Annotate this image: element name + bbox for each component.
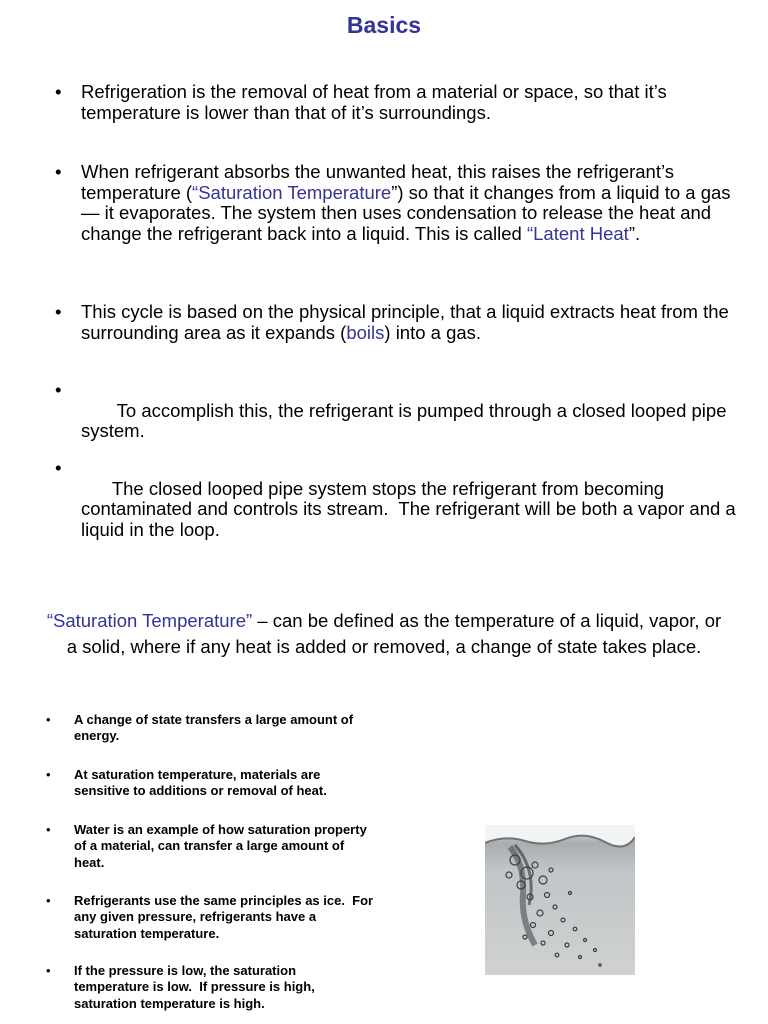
definition-text: – can be defined as the temperature of a liquid, vapor, or a solid, where if any heat is added or removed, a change of state takes place.: [66, 610, 722, 657]
bullet-text: When refrigerant absorbs the unwanted heat, this raises the refrigerant’s temperature (“Saturation Temperature”) so that it changes from a liquid to a gas — it evaporates. The system then uses condensation to release the heat and change the refrigerant back into a liquid. This is called “Latent Heat”.: [81, 161, 731, 244]
bullet-marker: •: [46, 893, 51, 908]
bullet-marker: •: [55, 379, 62, 400]
bullet-marker: •: [55, 457, 62, 478]
bullet-text: Refrigeration is the removal of heat from a material or space, so that it’s temperature is lower than that of it’s surroundings.: [81, 81, 667, 123]
bullet-marker: •: [55, 81, 62, 102]
highlight-term: boils: [346, 321, 385, 343]
definition-block: [40, 608, 728, 660]
bullet-marker: •: [55, 161, 62, 182]
highlight-term: “Latent Heat: [526, 222, 629, 244]
highlight-term: “Saturation Temperature: [192, 181, 392, 203]
bullet-marker: •: [46, 767, 51, 782]
bullet-marker: •: [46, 822, 51, 837]
water-bubbles-illustration: [485, 825, 635, 975]
bullet-text: To accomplish this, the refrigerant is pumped through a closed looped pipe system.: [81, 399, 732, 441]
bullet-marker: •: [46, 963, 51, 978]
bullet-text: This cycle is based on the physical principle, that a liquid extracts heat from the surrounding area as it expands (boils) into a gas.: [81, 301, 729, 343]
definition-term: “Saturation Temperature”: [46, 610, 253, 631]
page-title: Basics: [346, 12, 422, 38]
bullet-text: The closed looped pipe system stops the refrigerant from becoming contaminated and controls its stream. The refrigerant will be both a vapor and a liquid in the loop.: [81, 477, 741, 540]
bullet-marker: •: [55, 301, 62, 322]
bullet-marker: •: [46, 712, 51, 727]
water-bubbles-image: [485, 825, 635, 975]
